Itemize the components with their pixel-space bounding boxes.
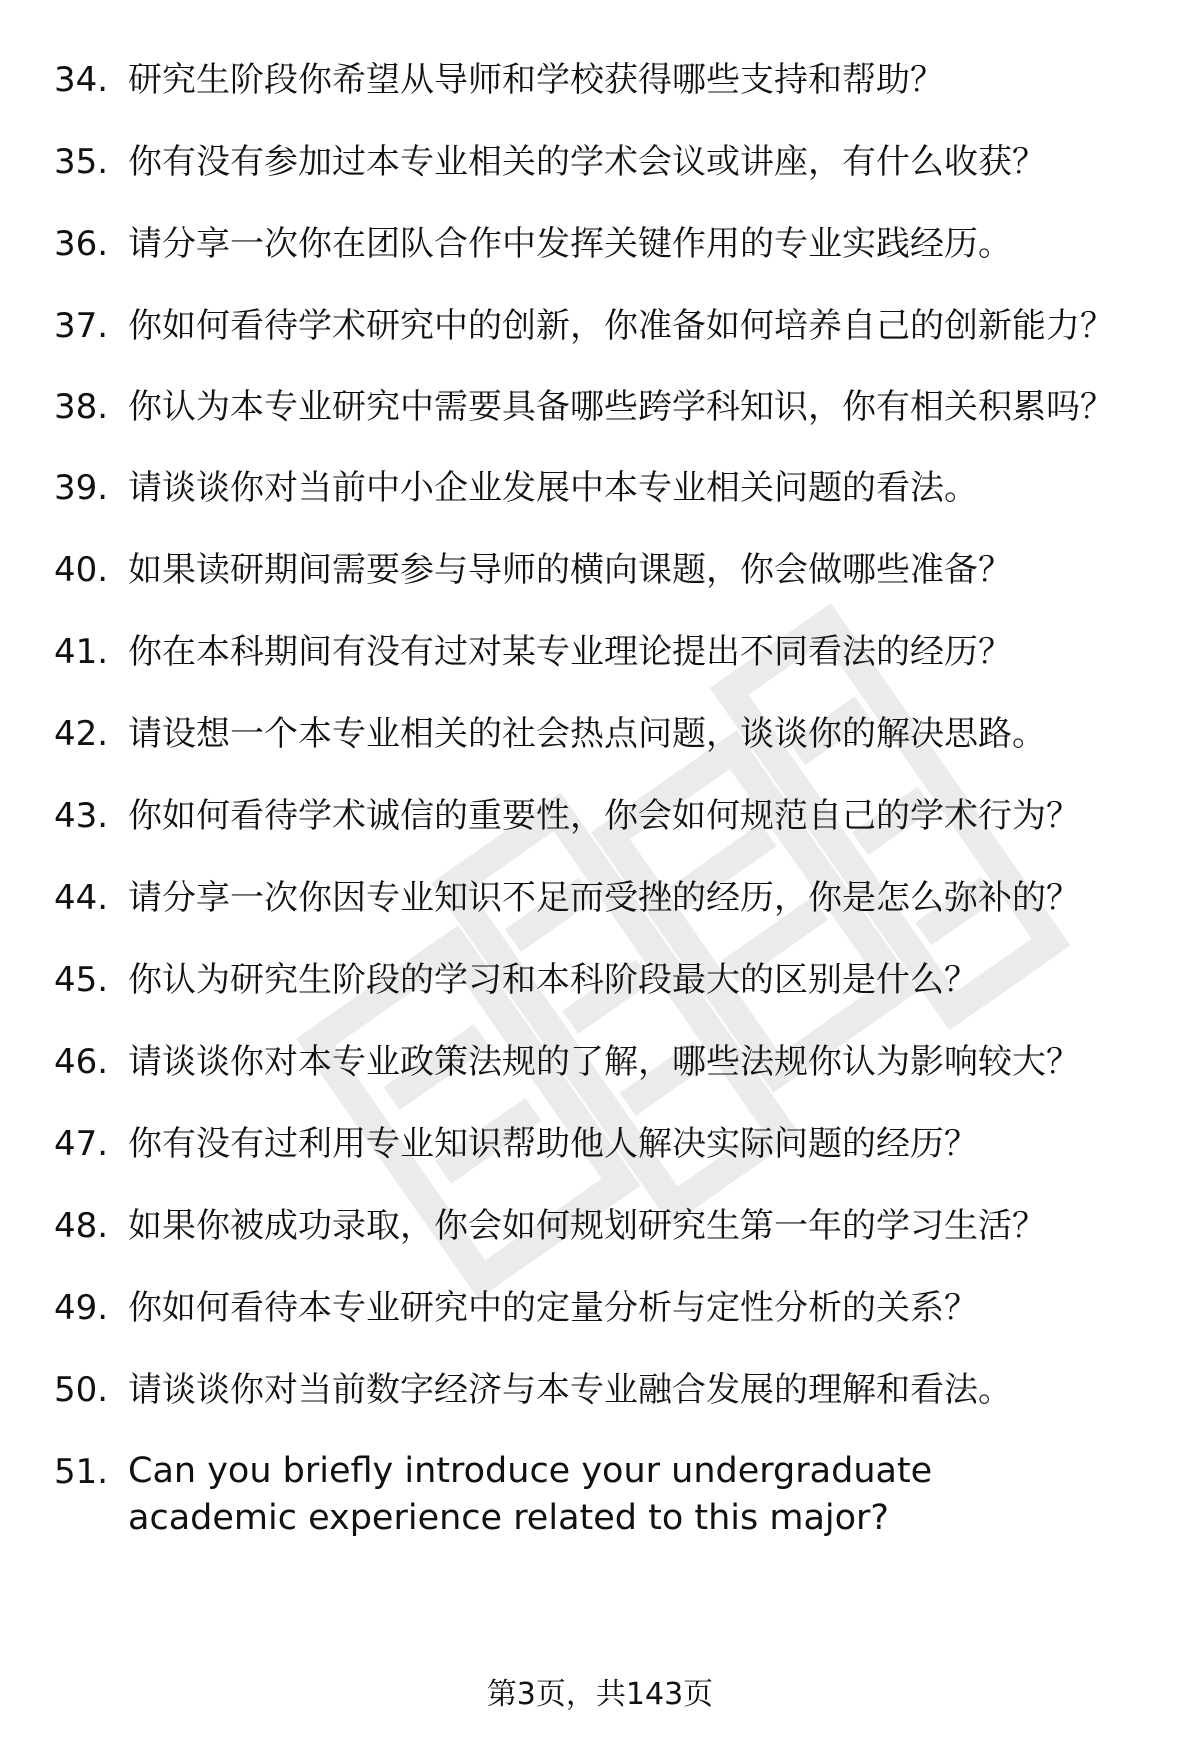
list-item (0, 1448, 1200, 1542)
question-text: 你认为研究生阶段的学习和本科阶段最大的区别是什么？ (128, 960, 978, 1000)
question-number: 41. (54, 632, 109, 672)
list-item (0, 546, 1200, 594)
question-text: 研究生阶段你希望从导师和学校获得哪些支持和帮助？ (128, 60, 944, 100)
question-number: 38. (54, 387, 109, 427)
list-item (0, 628, 1200, 676)
list-item (0, 1202, 1200, 1250)
question-number: 48. (54, 1206, 109, 1246)
question-text: 如果读研期间需要参与导师的横向课题，你会做哪些准备？ (128, 550, 1012, 590)
question-number: 42. (54, 714, 109, 754)
list-item (0, 383, 1200, 431)
question-text: 请谈谈你对本专业政策法规的了解，哪些法规你认为影响较大？ (128, 1042, 1080, 1082)
question-text: 如果你被成功录取，你会如何规划研究生第一年的学习生活？ (128, 1206, 1046, 1246)
question-text: 你在本科期间有没有过对某专业理论提出不同看法的经历？ (128, 632, 1012, 672)
question-text: 你如何看待学术诚信的重要性，你会如何规范自己的学术行为？ (128, 796, 1080, 836)
question-text: 请谈谈你对当前数字经济与本专业融合发展的理解和看法。 (128, 1370, 1012, 1410)
question-number: 51. (54, 1452, 109, 1492)
question-list (0, 56, 1200, 1576)
list-item (0, 1366, 1200, 1414)
question-number: 39. (54, 468, 109, 508)
question-text: 你如何看待学术研究中的创新，你准备如何培养自己的创新能力？ (128, 306, 1114, 346)
list-item (0, 1120, 1200, 1168)
question-text: 请谈谈你对当前中小企业发展中本专业相关问题的看法。 (128, 468, 978, 508)
page-footer: 第3页，共143页 (486, 1677, 714, 1712)
question-number: 46. (54, 1042, 109, 1082)
list-item (0, 956, 1200, 1004)
list-item (0, 792, 1200, 840)
question-number: 36. (54, 224, 109, 264)
question-text: 请分享一次你因专业知识不足而受挫的经历，你是怎么弥补的？ (128, 878, 1080, 918)
question-number: 49. (54, 1288, 109, 1328)
question-number: 34. (54, 60, 109, 100)
question-number: 47. (54, 1124, 109, 1164)
question-number: 35. (54, 142, 109, 182)
list-item (0, 302, 1200, 350)
question-number: 43. (54, 796, 109, 836)
list-item (0, 464, 1200, 512)
question-number: 44. (54, 878, 109, 918)
question-text: 你有没有过利用专业知识帮助他人解决实际问题的经历？ (128, 1124, 978, 1164)
list-item (0, 874, 1200, 922)
question-text: 你如何看待本专业研究中的定量分析与定性分析的关系？ (128, 1288, 978, 1328)
list-item (0, 1284, 1200, 1332)
question-text: 请分享一次你在团队合作中发挥关键作用的专业实践经历。 (128, 224, 1012, 264)
list-item (0, 1038, 1200, 1086)
list-item (0, 220, 1200, 268)
question-number: 50. (54, 1370, 109, 1410)
list-item (0, 138, 1200, 186)
question-text: Can you briefly introduce your undergraduate academic experience related to this major? (128, 1451, 933, 1538)
list-item (0, 56, 1200, 104)
question-number: 40. (54, 550, 109, 590)
question-number: 37. (54, 306, 109, 346)
question-text: 你认为本专业研究中需要具备哪些跨学科知识，你有相关积累吗？ (128, 387, 1114, 427)
list-item (0, 710, 1200, 758)
question-text: 你有没有参加过本专业相关的学术会议或讲座，有什么收获？ (128, 142, 1046, 182)
question-number: 45. (54, 960, 109, 1000)
question-text: 请设想一个本专业相关的社会热点问题，谈谈你的解决思路。 (128, 714, 1046, 754)
